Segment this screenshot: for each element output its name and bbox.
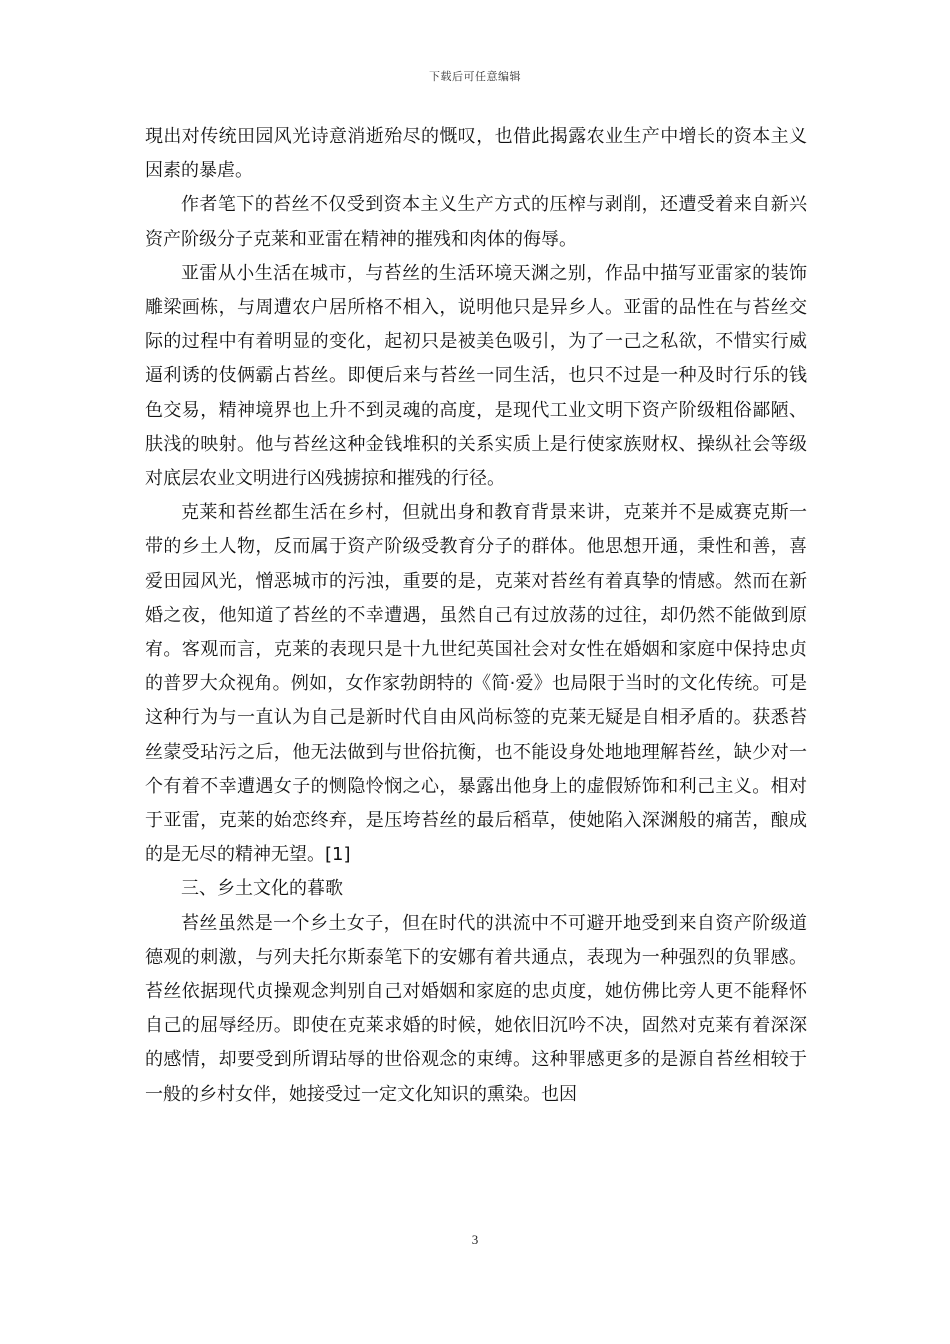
paragraph: 克莱和苔丝都生活在乡村，但就出身和教育背景来讲，克莱并不是威赛克斯一带的乡土人物，反而属于资产阶级受教育分子的群体。他思想开通，秉性和善，喜爱田园风光，憎恶城市的污浊，重要的是，克莱对苔丝有着真挚的情感。然而在新婚之夜，他知道了苔丝的不幸遭遇，虽然自己有过放荡的过往，却仍然不能做到原宥。客观而言，克莱的表现只是十九世纪英国社会对女性在婚姻和家庭中保持忠贞的普罗大众视角。例如，女作家勃朗特的《简·爱》也局限于当时的文化传统。可是这种行为与一直认为自己是新时代自由风尚标签的克莱无疑是自相矛盾的。获悉苔丝蒙受玷污之后，他无法做到与世俗抗衡，也不能设身处地地理解苔丝，缺少对一个有着不幸遭遇女子的恻隐怜悯之心，暴露出他身上的虚假矫饰和利己主义。相对于亚雷，克莱的始恋终弃，是压垮苔丝的最后稻草，使她陷入深渊般的痛苦，酿成的是无尽的精神无望。[1] (145, 502, 807, 866)
page-header: 下载后可任意编辑 (429, 70, 521, 83)
page-number: 3 (471, 1232, 479, 1247)
section-heading: 三、乡土文化的暮歌 (181, 878, 343, 900)
body-text (145, 120, 807, 1112)
paragraph: 苔丝虽然是一个乡土女子，但在时代的洪流中不可避开地受到来自资产阶级道德观的刺激，与列夫托尔斯泰笔下的安娜有着共通点，表现为一种强烈的负罪感。苔丝依据现代贞操观念判别自己对婚姻和家庭的忠贞度，她仿佛比旁人更不能释怀自己的屈辱经历。即使在克莱求婚的时候，她依旧沉吟不决，固然对克莱有着深深的感情，却要受到所谓玷辱的世俗观念的束缚。这种罪感更多的是源自苔丝相较于一般的乡村女伴，她接受过一定文化知识的熏染。也因 (145, 912, 807, 1105)
paragraph: 作者笔下的苔丝不仅受到资本主义生产方式的压榨与剥削，还遭受着来自新兴资产阶级分子克莱和亚雷在精神的摧残和肉体的侮辱。 (145, 194, 807, 250)
paragraph: 亚雷从小生活在城市，与苔丝的生活环境天渊之别，作品中描写亚雷家的装饰雕梁画栋，与周遭农户居所格不相入，说明他只是异乡人。亚雷的品性在与苔丝交际的过程中有着明显的变化，起初只是被美色吸引，为了一己之私欲，不惜实行威逼利诱的伎俩霸占苔丝。即便后来与苔丝一同生活，也只不过是一种及时行乐的钱色交易，精神境界也上升不到灵魂的高度，是现代工业文明下资产阶级粗俗鄙陋、肤浅的映射。他与苔丝这种金钱堆积的关系实质上是行使家族财权、操纵社会等级对底层农业文明进行凶残掳掠和摧残的行径。 (145, 262, 807, 490)
paragraph-continuation: 現出对传统田园风光诗意消逝殆尽的慨叹，也借此揭露农业生产中增长的资本主义因素的暴虐。 (145, 126, 807, 182)
